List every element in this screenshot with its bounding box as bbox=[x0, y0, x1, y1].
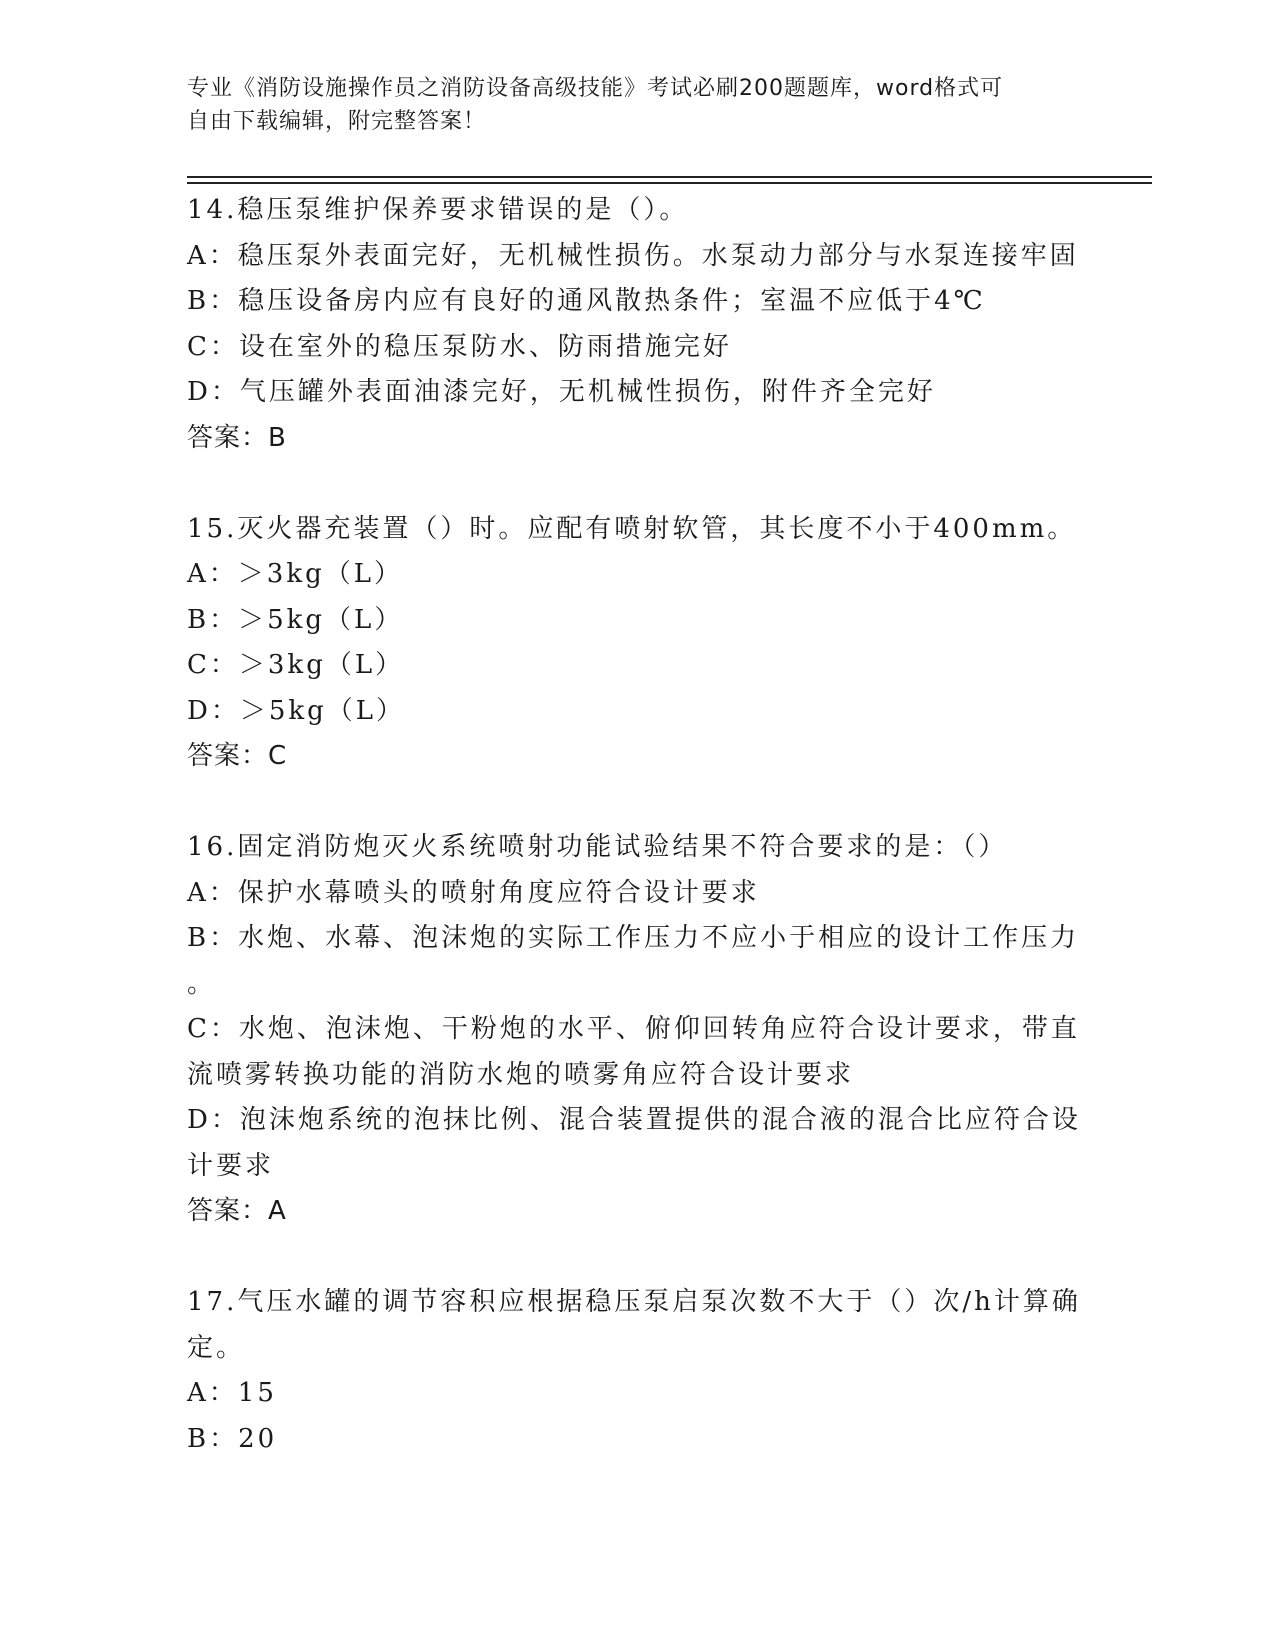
option-line: B：20 bbox=[187, 1423, 278, 1454]
option-line: B：＞5kg（L） bbox=[187, 604, 404, 635]
header-line-1: 专业《消防设施操作员之消防设备高级技能》考试必刷200题题库，word格式可 bbox=[187, 76, 1004, 101]
answer-line: 答案：A bbox=[187, 1196, 287, 1226]
question-spacer bbox=[187, 780, 1087, 826]
header-rule-bottom bbox=[187, 182, 1152, 184]
question-spacer bbox=[187, 461, 1087, 507]
option-line: D：泡沫炮系统的泡抹比例、混合装置提供的混合液的混合比应符合设 bbox=[187, 1105, 1081, 1135]
option-line: A：＞3kg（L） bbox=[187, 559, 403, 589]
question-block bbox=[187, 1280, 1087, 1462]
option-line: D：＞5kg（L） bbox=[187, 695, 406, 726]
question-stem: 16.固定消防炮灭火系统喷射功能试验结果不符合要求的是：（） bbox=[187, 832, 1008, 862]
question-block bbox=[187, 188, 1087, 507]
question-block bbox=[187, 825, 1087, 1280]
question-stem: 15.灭火器充装置（）时。应配有喷射软管，其长度不小于400mm。 bbox=[187, 513, 1077, 544]
option-line: A：稳压泵外表面完好，无机械性损伤。水泵动力部分与水泵连接牢固 bbox=[187, 240, 1079, 271]
option-line: C：设在室外的稳压泵防水、防雨措施完好 bbox=[187, 331, 732, 362]
question-spacer bbox=[187, 1235, 1087, 1281]
option-line: 。 bbox=[187, 968, 217, 999]
question-stem: 14.稳压泵维护保养要求错误的是（）。 bbox=[187, 195, 689, 225]
option-line: C：水炮、泡沫炮、干粉炮的水平、俯仰回转角应符合设计要求，带直 bbox=[187, 1014, 1080, 1044]
answer-line: 答案：B bbox=[187, 422, 287, 453]
option-line: B：水炮、水幕、泡沫炮的实际工作压力不应小于相应的设计工作压力 bbox=[187, 923, 1080, 953]
question-stem: 17.气压水罐的调节容积应根据稳压泵启泵次数不大于（）次/h计算确 bbox=[187, 1287, 1081, 1317]
header-line-2: 自由下载编辑，附完整答案！ bbox=[187, 109, 487, 134]
document-header bbox=[187, 72, 1067, 138]
option-line: 流喷雾转换功能的消防水炮的喷雾角应符合设计要求 bbox=[187, 1059, 855, 1090]
header-rule-top bbox=[187, 176, 1152, 178]
option-line: A：保护水幕喷头的喷射角度应符合设计要求 bbox=[187, 877, 760, 908]
question-block bbox=[187, 507, 1087, 826]
option-line: C：＞3kg（L） bbox=[187, 650, 405, 680]
option-line: 计要求 bbox=[187, 1150, 275, 1181]
answer-line: 答案：C bbox=[187, 741, 288, 771]
option-line: A：15 bbox=[187, 1378, 277, 1408]
question-stem: 定。 bbox=[187, 1332, 246, 1363]
option-line: B：稳压设备房内应有良好的通风散热条件；室温不应低于4℃ bbox=[187, 286, 986, 316]
question-list bbox=[187, 188, 1087, 1462]
option-line: D：气压罐外表面油漆完好，无机械性损伤，附件齐全完好 bbox=[187, 377, 936, 407]
